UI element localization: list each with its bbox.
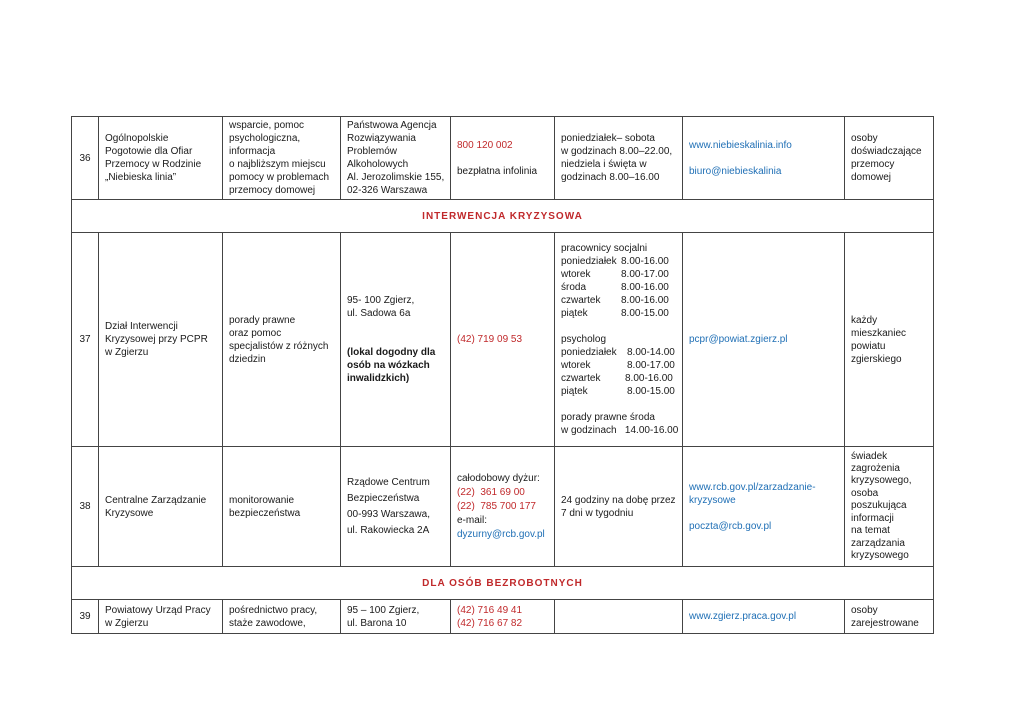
opening-hours: poniedziałek– sobota w godzinach 8.00–22.00, niedziela i święta w godzinach 8.00–16.00 [555, 117, 683, 200]
contact-links [683, 117, 845, 200]
phone-number[interactable]: (22) 785 700 177 [457, 500, 536, 512]
institution-name: Dział Interwencji Kryzysowej przy PCPR w Zgierzu [99, 233, 223, 447]
email-link[interactable]: poczta@rcb.gov.pl [689, 520, 772, 532]
support-description: porady prawne oraz pomoc specjalistów z różnych dziedzin [223, 233, 341, 447]
phone-number[interactable]: 800 120 002 [457, 139, 513, 151]
section-title-unemployed: DLA OSÓB BEZROBOTNYCH [72, 567, 934, 600]
address: 95 – 100 Zgierz, ul. Barona 10 [341, 600, 451, 634]
schedule-line: środa 8.00-16.00 [561, 282, 669, 293]
email-label: e-mail: [457, 514, 488, 526]
address: 95- 100 Zgierz, ul. Sadowa 6a (lokal dogodny dla osób na wózkach inwalidzkich) [341, 233, 451, 447]
duty-label: całodobowy dyżur: [457, 472, 540, 484]
contact-links [683, 233, 845, 447]
target-group: osoby doświadczające przemocy domowej [845, 117, 934, 200]
contact-links [683, 600, 845, 634]
section-header-row [72, 567, 934, 600]
schedule-line: piątek 8.00-15.00 [561, 386, 675, 397]
target-group: każdy mieszkaniec powiatu zgierskiego [845, 233, 934, 447]
website-link[interactable]: www.rcb.gov.pl/zarzadzanie- [689, 481, 816, 493]
opening-hours: 24 godziny na dobę przez 7 dni w tygodniu [555, 447, 683, 567]
phone-cell [451, 233, 555, 447]
section-header-row [72, 200, 934, 233]
target-group: osoby zarejestrowane [845, 600, 934, 634]
hours-heading: psycholog [561, 334, 607, 345]
website-link[interactable]: www.zgierz.praca.gov.pl [689, 611, 797, 622]
accessibility-note: (lokal dogodny dla [347, 347, 436, 358]
institution-name: Centralne Zarządzanie Kryzysowe [99, 447, 223, 567]
institutions-table [71, 116, 934, 634]
phone-number[interactable]: (42) 716 49 41 [457, 604, 523, 616]
support-description: wsparcie, pomoc psychologiczna, informacja o najbliższym miejscu pomocy w problemach przemocy domowej [223, 117, 341, 200]
email-link[interactable]: pcpr@powiat.zgierz.pl [689, 334, 788, 345]
phone-cell [451, 447, 555, 567]
address: Państwowa Agencja Rozwiązywania Problemów Alkoholowych Al. Jerozolimskie 155, 02-326 Warszawa [341, 117, 451, 200]
row-number: 38 [72, 447, 99, 567]
schedule-line: wtorek 8.00-17.00 [561, 269, 669, 280]
support-description: monitorowanie bezpieczeństwa [223, 447, 341, 567]
phone-number[interactable]: (42) 719 09 53 [457, 334, 523, 345]
schedule-line: wtorek 8.00-17.00 [561, 360, 675, 371]
contact-links: www.rcb.gov.pl/zarzadzanie- kryzysowe poczta@rcb.gov.pl [683, 447, 845, 567]
schedule-line: piątek 8.00-15.00 [561, 308, 669, 319]
email-link[interactable]: biuro@niebieskalinia [689, 165, 782, 177]
phone-cell [451, 117, 555, 200]
phone-note: bezpłatna infolinia [457, 165, 538, 177]
phone-number[interactable]: (22) 361 69 00 [457, 486, 525, 498]
institution-name: Ogólnopolskie Pogotowie dla Ofiar Przemocy w Rodzinie „Niebieska linia” [99, 117, 223, 200]
row-number: 39 [72, 600, 99, 634]
table-row-36 [72, 117, 934, 200]
support-description: pośrednictwo pracy, staże zawodowe, [223, 600, 341, 634]
institution-name: Powiatowy Urząd Pracy w Zgierzu [99, 600, 223, 634]
target-group: świadek zagrożenia kryzysowego, osoba poszukująca informacji na temat zarządzania kryzysowego [845, 447, 934, 567]
schedule-line: poniedziałek 8.00-14.00 [561, 347, 675, 358]
section-title-crisis: INTERWENCJA KRYZYSOWA [72, 200, 934, 233]
opening-hours [555, 600, 683, 634]
hours-heading: pracownicy socjalni [561, 243, 648, 254]
phone-cell [451, 600, 555, 634]
opening-hours: pracownicy socjalni poniedziałek 8.00-16.00 wtorek 8.00-17.00 środa 8.00-16.00 czwartek 8.00-16.00 piątek 8.00-15.00 psycholog poniedziałek 8.00-14.00 wtorek 8.00-17.00 czwartek 8.00-16.00 piątek 8.00-15.00 porady prawne środa w godzinach 14.00-16.00 [555, 233, 683, 447]
table-row-37 [72, 233, 934, 447]
schedule-line: poniedziałek 8.00-16.00 [561, 256, 669, 267]
table-row-39 [72, 600, 934, 634]
duty-email-link[interactable]: dyzurny@rcb.gov.pl [457, 528, 545, 540]
table-row-38 [72, 447, 934, 567]
phone-number[interactable]: (42) 716 67 82 [457, 617, 523, 629]
row-number: 37 [72, 233, 99, 447]
schedule-line: czwartek 8.00-16.00 [561, 373, 673, 384]
schedule-line: czwartek 8.00-16.00 [561, 295, 669, 306]
address: Rządowe Centrum Bezpieczeństwa 00-993 Warszawa, ul. Rakowiecka 2A [341, 447, 451, 567]
row-number: 36 [72, 117, 99, 200]
website-link[interactable]: www.niebieskalinia.info [689, 139, 792, 151]
